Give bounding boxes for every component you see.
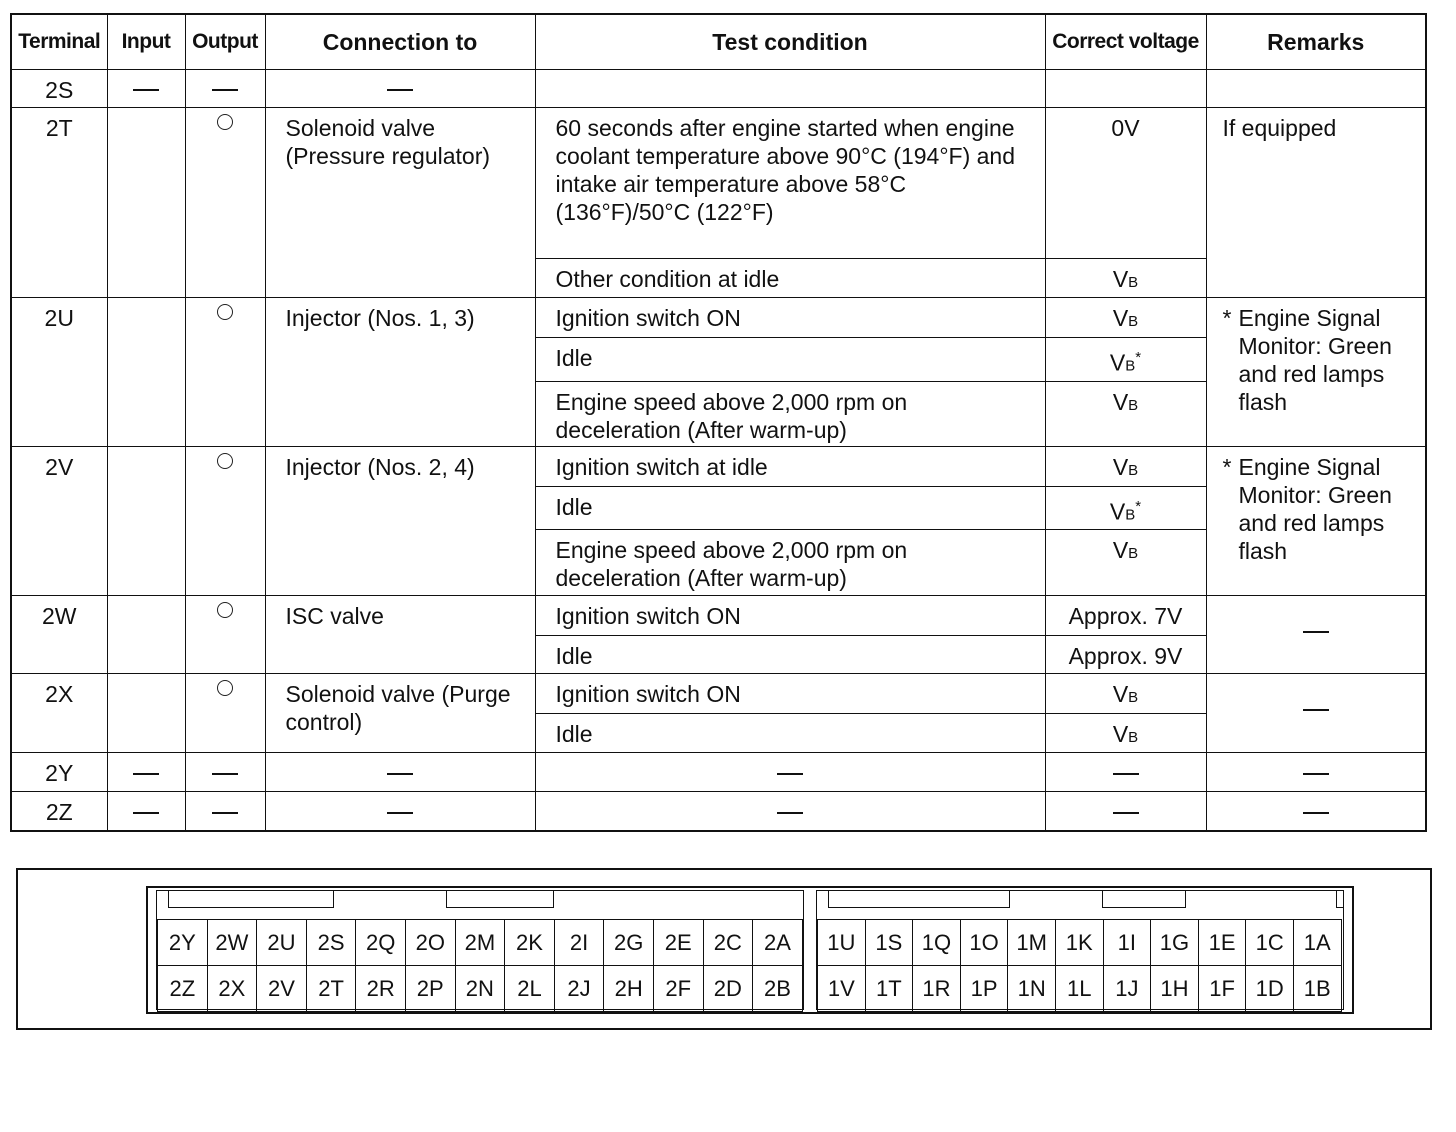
dash-mark [777, 773, 803, 775]
connector-pin: 2H [604, 966, 654, 1012]
terminal-cell: 2Y [11, 753, 107, 792]
connector-pin: 2L [505, 966, 555, 1012]
remarks-star: * [1222, 453, 1232, 480]
test-cell: Idle [535, 714, 1045, 753]
connector-pin: 2A [753, 920, 803, 966]
dash-mark [212, 812, 238, 814]
connector-left-pins [157, 919, 803, 1012]
table-row [11, 70, 1426, 108]
dash-mark [133, 773, 159, 775]
connector-pin: 2R [356, 966, 406, 1012]
header-output: Output [185, 14, 265, 70]
test-cell: Ignition switch at idle [535, 446, 1045, 486]
dash-mark [1113, 812, 1139, 814]
input-cell [107, 792, 185, 831]
dash-mark [212, 89, 238, 91]
connector-pin: 2S [307, 920, 357, 966]
terminal-cell: 2U [11, 298, 107, 447]
connector-pin: 1Q [913, 920, 961, 966]
connection-cell [265, 70, 535, 108]
input-cell [107, 108, 185, 298]
terminal-voltage-table [10, 13, 1427, 832]
test-cell: Ignition switch ON [535, 596, 1045, 636]
header-connection: Connection to [265, 14, 535, 70]
voltage-cell [1045, 753, 1206, 792]
connector-pin: 2P [406, 966, 456, 1012]
test-cell: 60 seconds after engine started when engine coolant temperature above 90°C (194°F) and intake air temperature above 58°C (136°F)/50°C (122°F) [535, 108, 1045, 259]
test-cell: Other condition at idle [535, 259, 1045, 298]
test-cell: Ignition switch ON [535, 674, 1045, 714]
connector-key-notch [168, 890, 334, 908]
connection-cell: Injector (Nos. 1, 3) [265, 298, 535, 447]
connector-pin: 2N [456, 966, 506, 1012]
connector-pin: 1N [1008, 966, 1056, 1012]
connector-pin: 1D [1246, 966, 1294, 1012]
connector-pin: 2F [654, 966, 704, 1012]
connector-pin: 1H [1151, 966, 1199, 1012]
voltage-cell: VB [1045, 259, 1206, 298]
connector-pin: 2Z [158, 966, 208, 1012]
connector-pin: 1P [961, 966, 1009, 1012]
remarks-text: Engine Signal Monitor: Green and red lamps flash [1238, 305, 1392, 415]
table-row [11, 596, 1426, 636]
connection-cell: Solenoid valve (Pressure regulator) [265, 108, 535, 298]
header-row [11, 14, 1426, 70]
input-cell [107, 70, 185, 108]
dash-mark [1303, 773, 1329, 775]
output-cell [185, 70, 265, 108]
remarks-text: Engine Signal Monitor: Green and red lamps flash [1238, 453, 1392, 564]
dash-mark [387, 89, 413, 91]
voltage-cell: VB [1045, 674, 1206, 714]
dash-mark [1113, 773, 1139, 775]
terminal-cell: 2T [11, 108, 107, 298]
terminal-cell: 2V [11, 446, 107, 596]
connector-pin: 1V [818, 966, 866, 1012]
output-circle-icon [217, 602, 233, 618]
table-row [11, 108, 1426, 259]
table-row [11, 674, 1426, 714]
connector-pin: 1E [1199, 920, 1247, 966]
test-cell [535, 792, 1045, 831]
voltage-cell: VB [1045, 530, 1206, 596]
output-circle-icon [217, 114, 233, 130]
header-correct-voltage: Correct voltage [1045, 14, 1206, 70]
connector-pin: 1U [818, 920, 866, 966]
connector-pin: 2B [753, 966, 803, 1012]
test-cell: Idle [535, 636, 1045, 674]
dash-mark [133, 812, 159, 814]
output-cell [185, 596, 265, 674]
table-row [11, 792, 1426, 831]
remarks-cell [1206, 70, 1426, 108]
connector-pin: 1O [961, 920, 1009, 966]
voltage-cell: 0V [1045, 108, 1206, 259]
connection-cell: Injector (Nos. 2, 4) [265, 446, 535, 596]
dash-mark [133, 89, 159, 91]
connector-pin: 1M [1008, 920, 1056, 966]
connector-pin: 1C [1246, 920, 1294, 966]
voltage-cell: VB [1045, 381, 1206, 446]
connector-pin: 2I [555, 920, 605, 966]
connector-pin: 2Q [356, 920, 406, 966]
output-cell [185, 792, 265, 831]
connector-pin: 2V [257, 966, 307, 1012]
remarks-star: * [1222, 305, 1232, 331]
connection-cell [265, 792, 535, 831]
input-cell [107, 596, 185, 674]
output-circle-icon [217, 680, 233, 696]
connector-pin: 1F [1199, 966, 1247, 1012]
table-row [11, 446, 1426, 486]
test-cell: Engine speed above 2,000 rpm on deceleration (After warm-up) [535, 530, 1045, 596]
header-input: Input [107, 14, 185, 70]
connector-pin: 2U [257, 920, 307, 966]
connection-cell: ISC valve [265, 596, 535, 674]
test-cell [535, 70, 1045, 108]
voltage-cell [1045, 792, 1206, 831]
connector-pin: 2E [654, 920, 704, 966]
output-cell [185, 753, 265, 792]
test-cell: Engine speed above 2,000 rpm on deceleration (After warm-up) [535, 381, 1045, 446]
dash-mark [387, 812, 413, 814]
terminal-cell: 2X [11, 674, 107, 753]
voltage-cell: VB [1045, 714, 1206, 753]
voltage-cell: Approx. 7V [1045, 596, 1206, 636]
voltage-cell: Approx. 9V [1045, 636, 1206, 674]
header-terminal: Terminal [11, 14, 107, 70]
connector-right-pins [817, 919, 1342, 1012]
remarks-cell [1206, 792, 1426, 831]
output-cell [185, 446, 265, 596]
connector-pin: 2D [704, 966, 754, 1012]
remarks-cell [1206, 596, 1426, 674]
dash-mark [1303, 812, 1329, 814]
connector-key-notch [1102, 890, 1186, 908]
output-cell [185, 108, 265, 298]
dash-mark [1303, 631, 1329, 633]
terminal-cell: 2W [11, 596, 107, 674]
connector-pin: 2O [406, 920, 456, 966]
remarks-cell [1206, 446, 1426, 596]
table-row [11, 753, 1426, 792]
terminal-cell: 2Z [11, 792, 107, 831]
connector-pin: 1A [1294, 920, 1342, 966]
header-test-condition: Test condition [535, 14, 1045, 70]
remarks-cell [1206, 298, 1426, 447]
table-row [11, 298, 1426, 338]
input-cell [107, 298, 185, 447]
connector-pin: 2K [505, 920, 555, 966]
test-cell: Idle [535, 338, 1045, 382]
connector-pin: 1R [913, 966, 961, 1012]
connector-pin: 2X [208, 966, 258, 1012]
dash-mark [212, 773, 238, 775]
connector-pin: 1B [1294, 966, 1342, 1012]
input-cell [107, 753, 185, 792]
output-cell [185, 298, 265, 447]
dash-mark [777, 812, 803, 814]
connector-pin: 1S [866, 920, 914, 966]
remarks-cell [1206, 753, 1426, 792]
voltage-cell: VB* [1045, 338, 1206, 382]
terminal-cell: 2S [11, 70, 107, 108]
connector-pin: 1J [1104, 966, 1152, 1012]
connector-key-notch [828, 890, 1010, 908]
connector-pin: 2M [456, 920, 506, 966]
dash-mark [387, 773, 413, 775]
connector-pin: 2G [604, 920, 654, 966]
connector-pin: 1T [866, 966, 914, 1012]
input-cell [107, 446, 185, 596]
voltage-cell: VB* [1045, 486, 1206, 530]
connector-pin: 1K [1056, 920, 1104, 966]
remarks-cell: If equipped [1206, 108, 1426, 298]
voltage-cell: VB [1045, 446, 1206, 486]
dash-mark [1303, 709, 1329, 711]
output-circle-icon [217, 304, 233, 320]
header-remarks: Remarks [1206, 14, 1426, 70]
voltage-cell: VB [1045, 298, 1206, 338]
connector-pin: 2Y [158, 920, 208, 966]
connector-pin: 2J [555, 966, 605, 1012]
connector-key-notch [1336, 890, 1344, 908]
connection-cell: Solenoid valve (Purge control) [265, 674, 535, 753]
connector-pin: 1I [1104, 920, 1152, 966]
output-cell [185, 674, 265, 753]
remarks-cell [1206, 674, 1426, 753]
test-cell [535, 753, 1045, 792]
voltage-cell [1045, 70, 1206, 108]
test-cell: Idle [535, 486, 1045, 530]
test-cell: Ignition switch ON [535, 298, 1045, 338]
input-cell [107, 674, 185, 753]
connection-cell [265, 753, 535, 792]
connector-pin: 1L [1056, 966, 1104, 1012]
connector-pin: 1G [1151, 920, 1199, 966]
output-circle-icon [217, 453, 233, 469]
connector-pin: 2T [307, 966, 357, 1012]
connector-key-notch [446, 890, 554, 908]
connector-pin: 2C [704, 920, 754, 966]
connector-pin: 2W [208, 920, 258, 966]
